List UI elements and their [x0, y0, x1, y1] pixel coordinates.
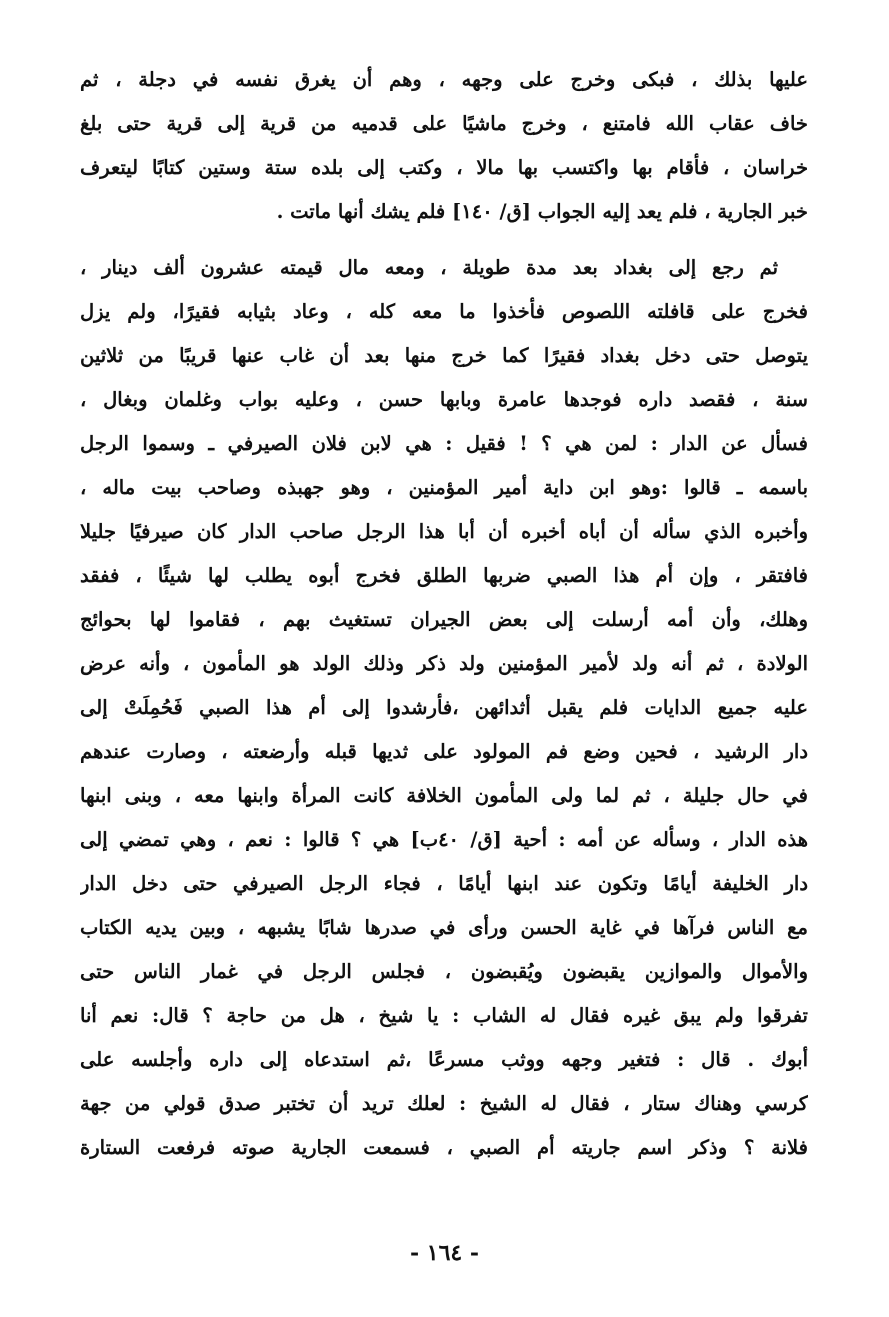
text-line: مع الناس فرآها في غاية الحسن ورأى في صدرها شابًا يشبهه ، وبين يديه الكتاب [80, 916, 808, 939]
text-line: الولادة ، ثم أنه ولد لأمير المؤمنين ولد ذكر وذلك الولد هو المأمون ، وأنه عرض [80, 652, 808, 675]
text-line: دار الخليفة أيامًا وتكون عند ابنها أيامًا ، فجاء الرجل الصيرفي حتى دخل الدار [80, 872, 808, 895]
text-line: فخرج على قافلته اللصوص فأخذوا ما معه كله ، وعاد بثيابه فقيرًا، ولم يزل [80, 300, 808, 323]
text-line: سنة ، فقصد داره فوجدها عامرة وبابها حسن ، وعليه بواب وغلمان وبغال ، [80, 388, 808, 411]
text-line: أبوك . قال : فتغير وجهه ووثب مسرعًا ،ثم استدعاه إلى داره وأجلسه على [80, 1048, 808, 1071]
text-line: خاف عقاب الله فامتنع ، وخرج ماشيًا على قدميه من قرية إلى قرية حتى بلغ [80, 112, 808, 135]
text-line: خراسان ، فأقام بها واكتسب بها مالا ، وكتب إلى بلده ستة وستين كتابًا ليتعرف [80, 156, 808, 179]
text-line: في حال جليلة ، ثم لما ولى المأمون الخلافة كانت المرأة وابنها معه ، وبنى ابنها [80, 784, 808, 807]
text-line: خبر الجارية ، فلم يعد إليه الجواب [ق/ ١٤٠] فلم يشك أنها ماتت . [276, 200, 808, 223]
text-line: فلانة ؟ وذكر اسم جاريته أم الصبي ، فسمعت الجارية صوته فرفعت الستارة [80, 1136, 808, 1159]
text-line: باسمه ـ قالوا :وهو ابن داية أمير المؤمنين ، وهو جهبذه وصاحب بيت ماله ، [80, 476, 808, 499]
text-line: كرسي وهناك ستار ، فقال له الشيخ : لعلك تريد أن تختبر صدق قولي من جهة [80, 1092, 808, 1115]
paragraph-1 [80, 58, 808, 234]
paragraph-gap [80, 234, 808, 246]
text-line: يتوصل حتى دخل بغداد فقيرًا كما خرج منها بعد أن غاب عنها قريبًا من ثلاثين [80, 344, 808, 367]
text-line: ثم رجع إلى بغداد بعد مدة طويلة ، ومعه مال قيمته عشرون ألف دينار ، [80, 256, 778, 279]
text-line: وهلك، وأن أمه أرسلت إلى بعض الجيران تستغيث بهم ، فقاموا لها بحوائج [80, 608, 808, 631]
text-line: هذه الدار ، وسأله عن أمه : أحية [ق/ ٤٠ب] هي ؟ قالوا : نعم ، وهي تمضي إلى [80, 828, 808, 851]
text-line: دار الرشيد ، فحين وضع فم المولود على ثديها قبله وأرضعته ، وصارت عندهم [80, 740, 808, 763]
text-line: فافتقر ، وإن أم هذا الصبي ضربها الطلق فخرج أبوه يطلب لها شيئًا ، ففقد [80, 564, 808, 587]
text-line: عليه جميع الدايات فلم يقبل أثدائهن ،فأرشدوا إلى أم هذا الصبي فَحُمِلَتْ إلى [80, 696, 808, 719]
text-line: تفرقوا ولم يبق غيره فقال له الشاب : يا شيخ ، هل من حاجة ؟ قال: نعم أنا [80, 1004, 808, 1027]
page-number: - ١٦٤ - [409, 1240, 480, 1266]
page-body [80, 58, 808, 1238]
text-line: عليها بذلك ، فبكى وخرج على وجهه ، وهم أن يغرق نفسه في دجلة ، ثم [80, 68, 808, 91]
text-line: فسأل عن الدار : لمن هي ؟ ! فقيل : هي لابن فلان الصيرفي ـ وسموا الرجل [80, 432, 808, 455]
text-line: والأموال والموازين يقبضون ويُقبضون ، فجلس الرجل في غمار الناس حتى [80, 960, 808, 983]
text-line: وأخبره الذي سأله أن أباه أخبره أن أبا هذا الرجل صاحب الدار كان صيرفيًا جليلا [80, 520, 808, 543]
paragraph-2 [80, 246, 808, 1170]
